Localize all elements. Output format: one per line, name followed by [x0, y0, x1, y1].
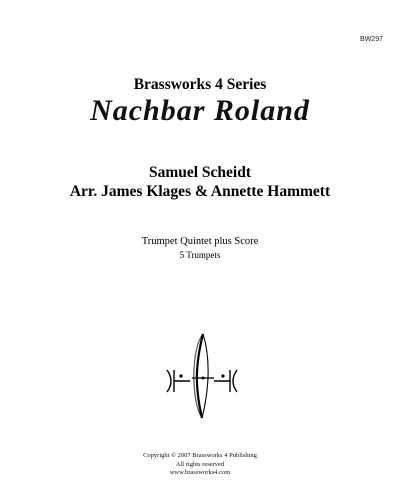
copyright-line: Copyright © 2007 Brassworks 4 Publishing	[143, 452, 257, 459]
arranger-credit: Arr. James Klages & Annette Hammett	[69, 183, 331, 200]
website-line: www.brassworks4.com	[169, 469, 231, 476]
brassworks-logo-icon	[154, 326, 250, 422]
instrumentation-detail: 5 Trumpets	[179, 250, 221, 260]
piece-title: Nachbar Roland	[90, 94, 310, 127]
series-title: Brassworks 4 Series	[133, 76, 267, 93]
rights-line: All rights reserved	[175, 460, 225, 468]
catalog-code: BW297	[360, 36, 383, 43]
composer-name: Samuel Scheidt	[148, 164, 252, 181]
copyright-block	[0, 452, 400, 478]
instrumentation-line: Trumpet Quintet plus Score	[141, 236, 259, 247]
